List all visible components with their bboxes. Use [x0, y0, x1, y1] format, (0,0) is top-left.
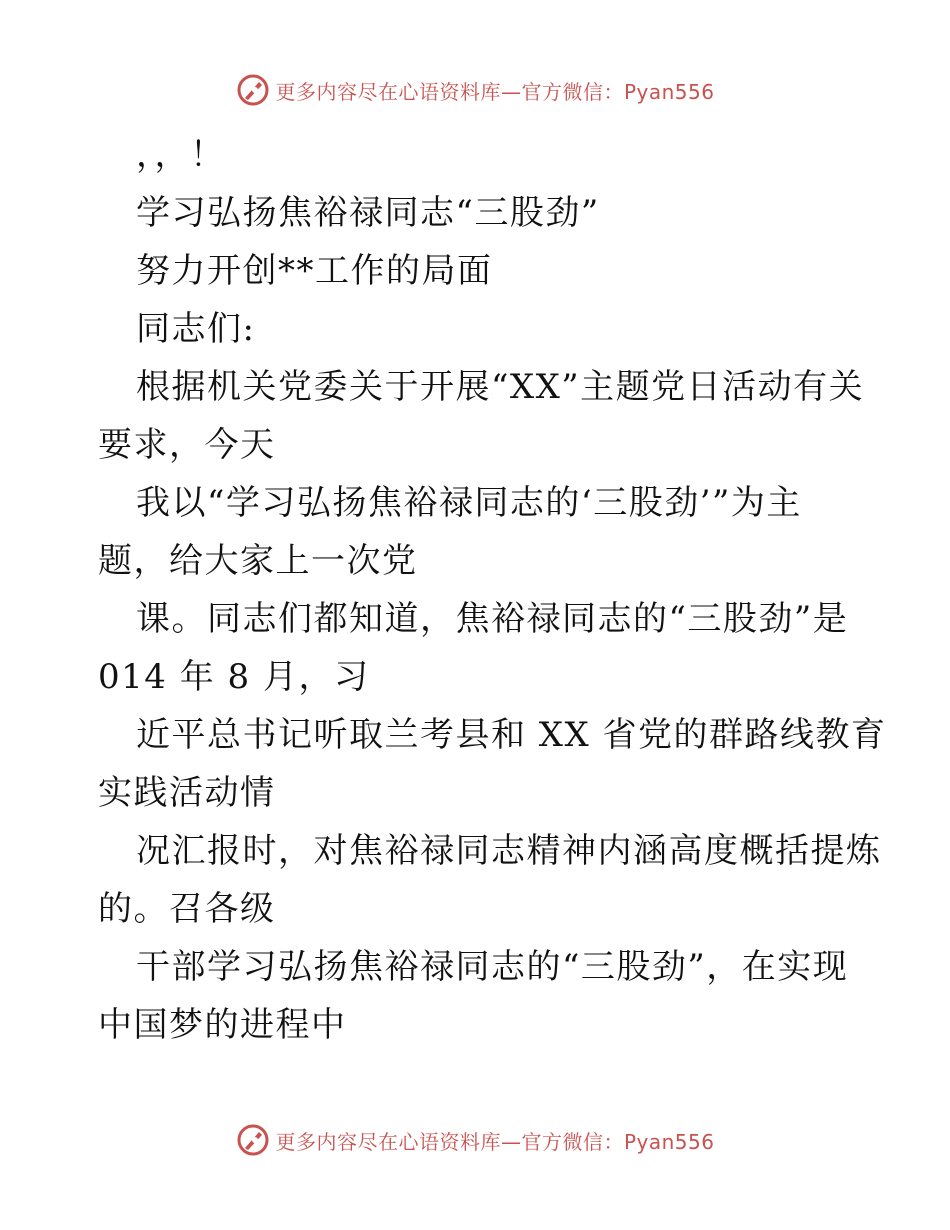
watermark-text: 更多内容尽在心语资料库—官方微信：Pyan556: [275, 79, 715, 104]
text-line: 同志们:: [136, 309, 256, 349]
text-line: 我以“学习弘扬焦裕禄同志的‘三股劲’”为主: [136, 483, 802, 523]
text-line: 要求，今天: [98, 425, 276, 465]
watermark-footer: [0, 1120, 950, 1160]
watermark-text: 更多内容尽在心语资料库—官方微信：Pyan556: [275, 1129, 715, 1154]
text-line: 学习弘扬焦裕禄同志“三股劲”: [136, 193, 600, 233]
text-line: 的。召各级: [98, 889, 276, 929]
text-line: 努力开创**工作的局面: [136, 251, 493, 291]
text-line: 况汇报时，对焦裕禄同志精神内涵高度概括提炼: [136, 831, 882, 871]
text-line: 题，给大家上一次党: [98, 541, 418, 581]
text-line: 根据机关党委关于开展“XX”主题党日活动有关: [136, 367, 865, 407]
text-line: 课。同志们都知道，焦裕禄同志的“三股劲”是: [136, 599, 849, 639]
text-line: 中国梦的进程中: [98, 1005, 347, 1045]
quill-logo-icon: [235, 1122, 271, 1158]
text-line: ，，！: [136, 135, 226, 175]
text-line: 014 年 8 月，习: [98, 657, 370, 697]
text-line: 干部学习弘扬焦裕禄同志的“三股劲”，在实现: [136, 947, 849, 987]
watermark-header: [0, 70, 950, 110]
text-line: 实践活动情: [98, 773, 276, 813]
text-line: 近平总书记听取兰考县和 XX 省党的群路线教育: [136, 715, 887, 755]
quill-logo-icon: [235, 72, 271, 108]
document-body: [98, 126, 887, 1054]
